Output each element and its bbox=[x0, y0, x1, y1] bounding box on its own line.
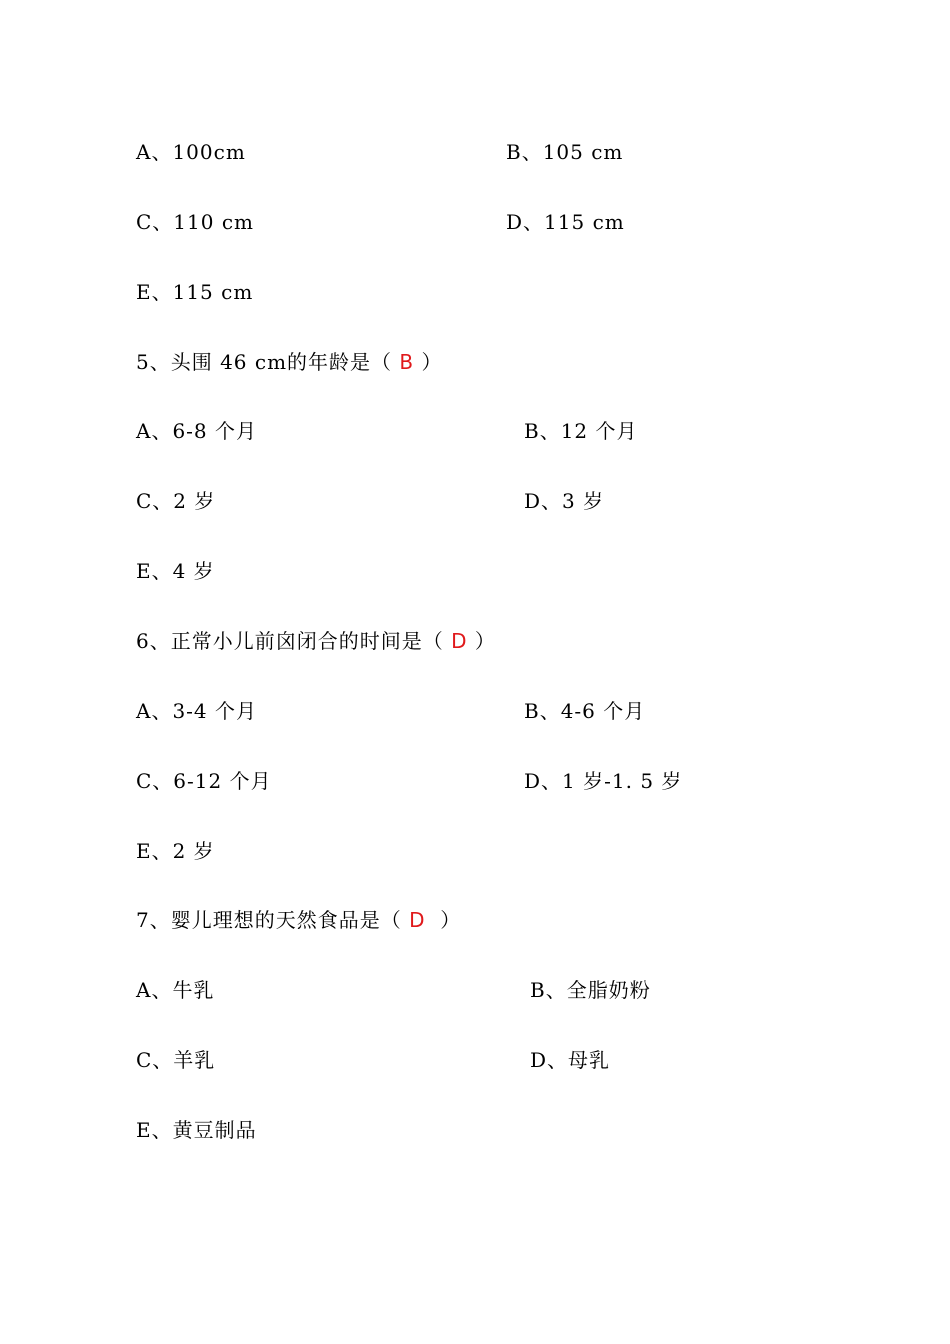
q4-option-e: E、115 cm bbox=[136, 280, 254, 304]
q7-option-a: A、牛乳 bbox=[136, 978, 215, 1002]
q7-suffix: ） bbox=[425, 908, 462, 932]
q7-option-c: C、羊乳 bbox=[136, 1048, 216, 1072]
q5-option-e: E、4 岁 bbox=[136, 559, 215, 583]
q7-stem bbox=[136, 906, 461, 934]
q4-option-d: D、115 cm bbox=[506, 210, 625, 234]
q6-stem bbox=[136, 627, 496, 655]
q6-answer: D bbox=[451, 629, 468, 653]
q7-option-e: E、黄豆制品 bbox=[136, 1118, 257, 1142]
q6-prefix: 6、正常小儿前囟闭合的时间是（ bbox=[136, 629, 452, 653]
q6-suffix: ） bbox=[467, 629, 496, 653]
q7-option-d: D、母乳 bbox=[530, 1048, 611, 1072]
q7-answer: D bbox=[409, 908, 426, 932]
q6-option-e: E、2 岁 bbox=[136, 839, 215, 863]
q6-option-d: D、1 岁-1. 5 岁 bbox=[524, 769, 683, 793]
q5-option-a: A、6-8 个月 bbox=[136, 419, 258, 443]
q7-prefix: 7、婴儿理想的天然食品是（ bbox=[136, 908, 410, 932]
q6-option-a: A、3-4 个月 bbox=[136, 699, 258, 723]
q6-option-c: C、6-12 个月 bbox=[136, 769, 272, 793]
q5-prefix: 5、头围 46 cm的年龄是（ bbox=[136, 350, 400, 374]
q4-option-a: A、100cm bbox=[136, 140, 246, 164]
q4-option-c: C、110 cm bbox=[136, 210, 254, 234]
q5-option-d: D、3 岁 bbox=[524, 489, 605, 513]
q4-option-b: B、105 cm bbox=[506, 140, 624, 164]
q6-option-b: B、4-6 个月 bbox=[524, 699, 646, 723]
q5-answer: B bbox=[399, 350, 415, 374]
q5-option-b: B、12 个月 bbox=[524, 419, 638, 443]
q5-suffix: ） bbox=[414, 350, 443, 374]
q5-stem bbox=[136, 348, 443, 376]
q5-option-c: C、2 岁 bbox=[136, 489, 216, 513]
q7-option-b: B、全脂奶粉 bbox=[530, 978, 651, 1002]
